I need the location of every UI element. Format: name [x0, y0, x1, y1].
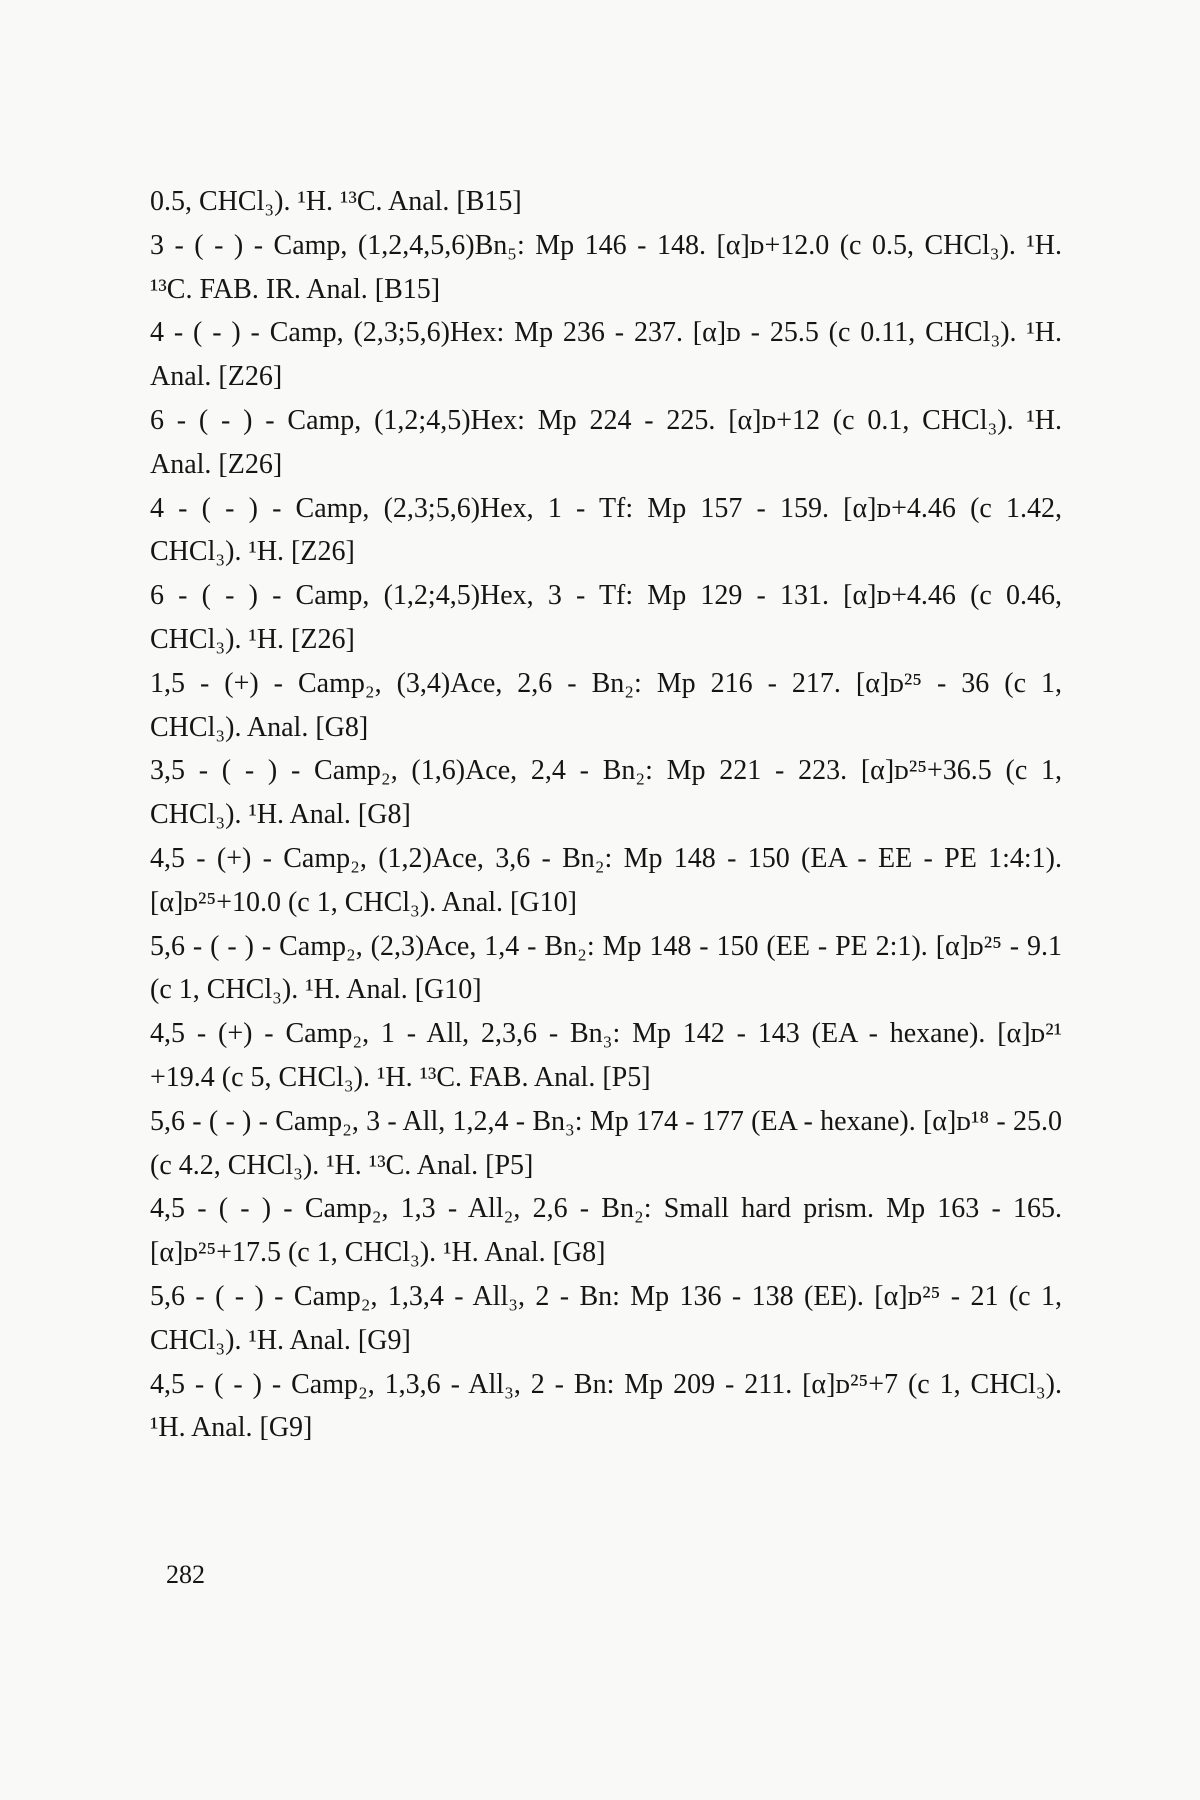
text-line: 4,5 - ( - ) - Camp₂, 1,3,6 - All₃, 2 - Bn: Mp 209 - 211. [α]ᴅ²⁵+7 (c 1, CHCl₃). — [150, 1368, 1062, 1400]
text-line: 1,5 - (+) - Camp₂, (3,4)Ace, 2,6 - Bn₂: Mp 216 - 217. [α]ᴅ²⁵ - 36 (c 1, — [150, 667, 1062, 699]
text-line: CHCl₃). ¹H. [Z26] — [150, 623, 355, 655]
text-line: (c 1, CHCl₃). ¹H. Anal. [G10] — [150, 974, 482, 1006]
page-number: 282 — [166, 1560, 205, 1589]
text-line: 4,5 - (+) - Camp₂, (1,2)Ace, 3,6 - Bn₂: Mp 148 - 150 (EA - EE - PE 1:4:1). — [150, 842, 1062, 874]
text-line: CHCl₃). ¹H. Anal. [G8] — [150, 799, 411, 831]
text-line: 6 - ( - ) - Camp, (1,2;4,5)Hex, 3 - Tf: Mp 129 - 131. [α]ᴅ+4.46 (c 0.46, — [150, 580, 1062, 612]
text-line: (c 4.2, CHCl₃). ¹H. ¹³C. Anal. [P5] — [150, 1149, 534, 1181]
text-line: 4 - ( - ) - Camp, (2,3;5,6)Hex, 1 - Tf: Mp 157 - 159. [α]ᴅ+4.46 (c 1.42, — [150, 492, 1062, 524]
text-line: [α]ᴅ²⁵+10.0 (c 1, CHCl₃). Anal. [G10] — [150, 886, 577, 918]
text-line: CHCl₃). Anal. [G8] — [150, 711, 369, 743]
text-line: 5,6 - ( - ) - Camp₂, 1,3,4 - All₃, 2 - Bn: Mp 136 - 138 (EE). [α]ᴅ²⁵ - 21 (c 1, — [150, 1280, 1062, 1312]
text-line: 6 - ( - ) - Camp, (1,2;4,5)Hex: Mp 224 - 225. [α]ᴅ+12 (c 0.1, CHCl₃). ¹H. — [150, 404, 1062, 436]
text-line: 3 - ( - ) - Camp, (1,2,4,5,6)Bn₅: Mp 146 - 148. [α]ᴅ+12.0 (c 0.5, CHCl₃). ¹H. — [150, 229, 1062, 261]
text-line: 5,6 - ( - ) - Camp₂, 3 - All, 1,2,4 - Bn₃: Mp 174 - 177 (EA - hexane). [α]ᴅ¹⁸ - 25.0 — [150, 1105, 1062, 1137]
text-line: 5,6 - ( - ) - Camp₂, (2,3)Ace, 1,4 - Bn₂: Mp 148 - 150 (EE - PE 2:1). [α]ᴅ²⁵ - 9.1 — [150, 930, 1062, 962]
compound-data-listing — [150, 180, 1062, 1450]
text-line: Anal. [Z26] — [150, 448, 283, 480]
text-line: 4,5 - (+) - Camp₂, 1 - All, 2,3,6 - Bn₃: Mp 142 - 143 (EA - hexane). [α]ᴅ²¹ — [150, 1018, 1062, 1050]
text-line: ¹H. Anal. [G9] — [150, 1412, 313, 1444]
text-line: CHCl₃). ¹H. [Z26] — [150, 536, 355, 568]
text-line: 3,5 - ( - ) - Camp₂, (1,6)Ace, 2,4 - Bn₂: Mp 221 - 223. [α]ᴅ²⁵+36.5 (c 1, — [150, 755, 1062, 787]
text-line: 4,5 - ( - ) - Camp₂, 1,3 - All₂, 2,6 - Bn₂: Small hard prism. Mp 163 - 165. — [150, 1193, 1062, 1225]
text-line: 0.5, CHCl₃). ¹H. ¹³C. Anal. [B15] — [150, 186, 522, 217]
text-line: +19.4 (c 5, CHCl₃). ¹H. ¹³C. FAB. Anal. [P5] — [150, 1061, 651, 1093]
text-line: Anal. [Z26] — [150, 361, 283, 393]
text-line: [α]ᴅ²⁵+17.5 (c 1, CHCl₃). ¹H. Anal. [G8] — [150, 1237, 606, 1269]
text-line: CHCl₃). ¹H. Anal. [G9] — [150, 1324, 411, 1356]
text-line: ¹³C. FAB. IR. Anal. [B15] — [150, 273, 441, 305]
text-line: 4 - ( - ) - Camp, (2,3;5,6)Hex: Mp 236 - 237. [α]ᴅ - 25.5 (c 0.11, CHCl₃). ¹H. — [150, 317, 1062, 349]
